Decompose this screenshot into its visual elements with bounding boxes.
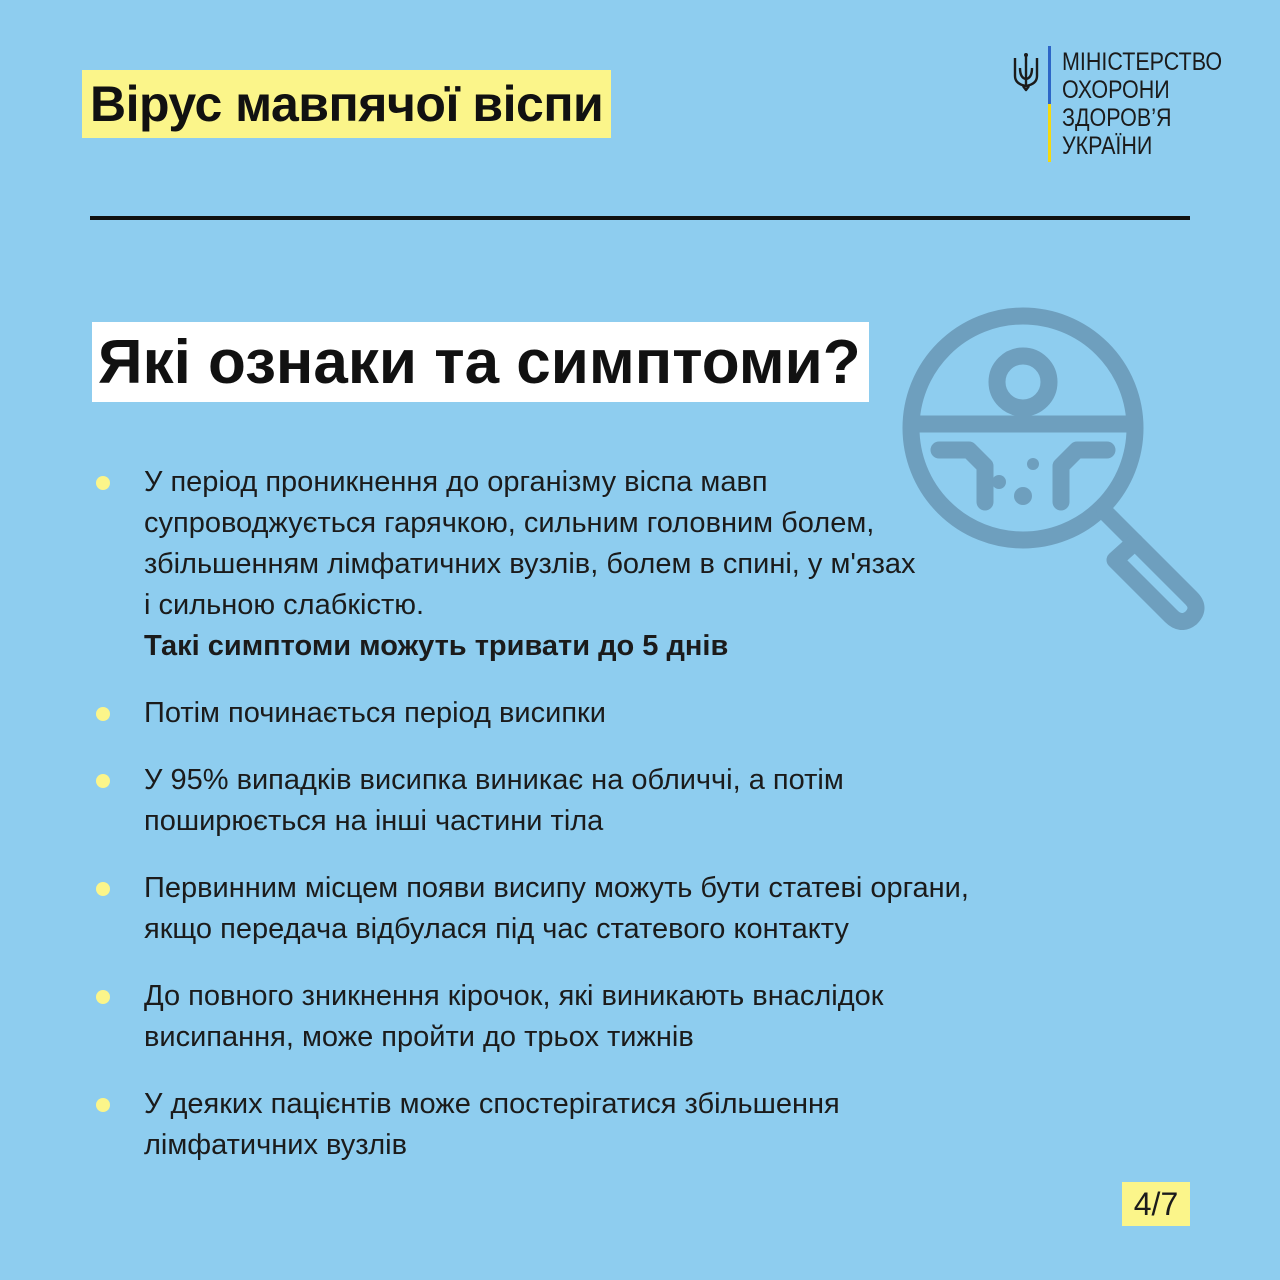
item-line: висипання, може пройти до трьох тижнів	[144, 1021, 694, 1053]
item-line: У 95% випадків висипка виникає на обличчі, а потім	[144, 764, 844, 796]
section-heading-text: Які ознаки та симптоми?	[98, 327, 861, 397]
page-indicator-text: 4/7	[1133, 1185, 1179, 1222]
item-line: Потім починається період висипки	[144, 697, 606, 729]
list-item	[96, 1084, 1036, 1166]
symptoms-list	[96, 462, 1036, 1192]
item-line: У період проникнення до організму віспа мавп	[144, 466, 768, 498]
list-item	[96, 976, 1036, 1058]
logo-line: ОХОРОНИ	[1062, 76, 1170, 104]
logo-line: УКРАЇНИ	[1062, 132, 1153, 160]
item-line: До повного зникнення кірочок, які виникають внаслідок	[144, 980, 884, 1012]
ministry-logo	[1012, 46, 1223, 166]
trident-icon	[1012, 52, 1040, 92]
item-line: Первинним місцем появи висипу можуть бути статеві органи,	[144, 872, 969, 904]
header-divider	[90, 216, 1190, 220]
list-item	[96, 868, 1036, 950]
bullet-icon	[96, 990, 110, 1004]
logo-text	[1062, 48, 1222, 160]
section-heading	[92, 322, 869, 402]
item-line: лімфатичних вузлів	[144, 1129, 408, 1161]
page-indicator	[1122, 1182, 1190, 1226]
bullet-icon	[96, 882, 110, 896]
item-line: поширюється на інші частини тіла	[144, 805, 604, 837]
item-line: У деяких пацієнтів може спостерігатися збільшення	[144, 1088, 840, 1120]
item-emphasis: Такі симптоми можуть тривати до 5 днів	[144, 630, 729, 662]
bullet-icon	[96, 707, 110, 721]
item-line: і сильною слабкістю.	[144, 589, 425, 621]
page-title-text: Вірус мавпячої віспи	[90, 76, 604, 132]
bullet-icon	[96, 1098, 110, 1112]
list-item	[96, 760, 1036, 842]
logo-line: ЗДОРОВ’Я	[1062, 104, 1172, 132]
item-line: супроводжується гарячкою, сильним головним болем,	[144, 507, 875, 539]
list-item	[96, 462, 1036, 667]
item-line: якщо передача відбулася під час статевого контакту	[144, 913, 849, 945]
list-item	[96, 693, 1036, 734]
item-line: збільшенням лімфатичних вузлів, болем в спині, у м'язах	[144, 548, 916, 580]
page-title	[82, 70, 611, 138]
logo-divider	[1048, 46, 1051, 162]
logo-line: МІНІСТЕРСТВО	[1062, 48, 1223, 76]
bullet-icon	[96, 774, 110, 788]
bullet-icon	[96, 476, 110, 490]
